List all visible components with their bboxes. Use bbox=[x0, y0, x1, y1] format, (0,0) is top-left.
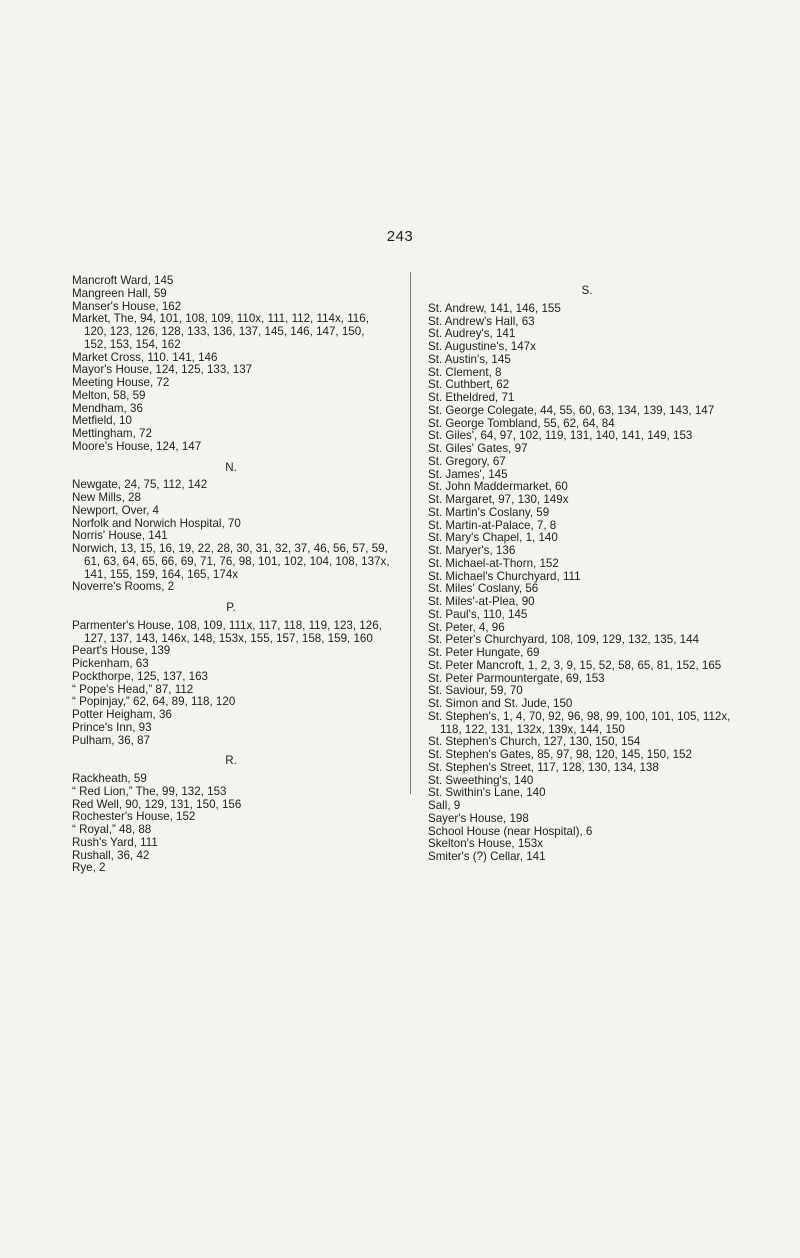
index-entry: Noverre's Rooms, 2 bbox=[72, 580, 175, 594]
index-entry: Manser's House, 162 bbox=[72, 299, 182, 313]
index-entry: Rush's Yard, 111 bbox=[72, 835, 158, 849]
index-entry: Norwich, 13, 15, 16, 19, 22, 28, 30, 31, 32, 37, 46, 56, 57, 59, 61, 63, 64, 65, 66, 69, 71, 76, 98, 101, 102, 104, 108, 137x, 141, 155, 159, 164, 165, 174x bbox=[72, 542, 390, 581]
index-entry: Market, The, 94, 101, 108, 109, 110x, 111, 112, 114x, 116, 120, 123, 126, 128, 133, 136, 137, 145, 146, 147, 150, 152, 153, 154, 162 bbox=[72, 312, 369, 351]
index-entry: Pockthorpe, 125, 137, 163 bbox=[72, 669, 209, 683]
index-entry: Newgate, 24, 75, 112, 142 bbox=[72, 478, 208, 492]
index-entry: Parmenter's House, 108, 109, 111x, 117, 118, 119, 123, 126, 127, 137, 143, 146x, 148, 153x, 155, 157, 158, 159, 160 bbox=[72, 618, 382, 645]
index-entry: Rye, 2 bbox=[72, 861, 106, 875]
index-entry: Norfolk and Norwich Hospital, 70 bbox=[72, 516, 241, 530]
index-entry: Mendham, 36 bbox=[72, 401, 143, 415]
index-entry: St. Stephen's Church, 127, 130, 150, 154 bbox=[428, 735, 641, 749]
index-entry: St. Mary's Chapel, 1, 140 bbox=[428, 531, 558, 545]
index-entry: St. Augustine's, 147x bbox=[428, 340, 536, 353]
index-entry: Mayor's House, 124, 125, 133, 137 bbox=[72, 363, 253, 377]
index-entry: Rackheath, 59 bbox=[72, 772, 147, 785]
index-entry: St. George Tombland, 55, 62, 64, 84 bbox=[428, 416, 615, 430]
index-entry: Sayer's House, 198 bbox=[428, 811, 529, 825]
index-entry: St. Sweething's, 140 bbox=[428, 773, 534, 787]
index-entry: Mangreen Hall, 59 bbox=[72, 286, 167, 300]
index-entry: St. Peter's Churchyard, 108, 109, 129, 132, 135, 144 bbox=[428, 633, 699, 647]
index-entry: St. Miles'-at-Plea, 90 bbox=[428, 595, 535, 608]
index-entry: Red Well, 90, 129, 131, 150, 156 bbox=[72, 797, 242, 811]
index-entry: Melton, 58, 59 bbox=[72, 388, 146, 402]
index-entry: School House (near Hospital), 6 bbox=[428, 824, 593, 838]
index-entry: Metfield, 10 bbox=[72, 414, 132, 428]
page-number: 243 bbox=[386, 228, 414, 245]
index-entry: St. James', 145 bbox=[428, 467, 508, 481]
index-entry: St. Paul's, 110, 145 bbox=[428, 607, 528, 621]
index-entry: St. Austin's, 145 bbox=[428, 352, 511, 366]
index-entry: St. Andrew's Hall, 63 bbox=[428, 314, 535, 328]
index-entry: St. Stephen's Gates, 85, 97, 98, 120, 145, 150, 152 bbox=[428, 748, 692, 761]
index-entry: St. Swithin's Lane, 140 bbox=[428, 786, 546, 800]
index-entry: Potter Heigham, 36 bbox=[72, 708, 172, 721]
index-entry: St. Peter Mancroft, 1, 2, 3, 9, 15, 52, 58, 65, 81, 152, 165 bbox=[428, 658, 722, 672]
index-entry: St. Saviour, 59, 70 bbox=[428, 684, 523, 698]
index-entry: St. George Colegate, 44, 55, 60, 63, 134, 139, 143, 147 bbox=[428, 403, 715, 417]
index-entry: St. Giles' Gates, 97 bbox=[428, 442, 528, 455]
index-entry: Skelton's House, 153x bbox=[428, 837, 543, 851]
index-entry: “ Red Lion,” The, 99, 132, 153 bbox=[72, 784, 227, 798]
index-entry: St. Cuthbert, 62 bbox=[428, 378, 510, 392]
index-entry: Meeting House, 72 bbox=[72, 376, 170, 389]
index-column-left bbox=[72, 275, 390, 875]
index-entry: Pickenham, 63 bbox=[72, 657, 149, 670]
index-entry: Mancroft Ward, 145 bbox=[72, 274, 174, 287]
index-entry: Sall, 9 bbox=[428, 799, 461, 812]
index-entry: St. Michael-at-Thorn, 152 bbox=[428, 556, 559, 570]
section-letter-heading: R. bbox=[225, 754, 237, 768]
index-entry: St. Audrey's, 141 bbox=[428, 327, 516, 341]
index-entry: St. Michael's Churchyard, 111 bbox=[428, 569, 581, 583]
index-entry: St. Simon and St. Jude, 150 bbox=[428, 697, 573, 710]
index-entry: St. Martin's Coslany, 59 bbox=[428, 505, 550, 519]
index-entry: St. Clement, 8 bbox=[428, 365, 502, 379]
index-entry: St. Stephen's Street, 117, 128, 130, 134, 138 bbox=[428, 760, 659, 774]
index-entry: St. Margaret, 97, 130, 149x bbox=[428, 493, 569, 506]
index-entry: Norris' House, 141 bbox=[72, 529, 168, 543]
index-entry: St. Andrew, 141, 146, 155 bbox=[428, 301, 561, 315]
index-entry: Moore's House, 124, 147 bbox=[72, 439, 202, 453]
index-entry: St. Miles' Coslany, 56 bbox=[428, 582, 539, 596]
index-column-right bbox=[428, 275, 746, 864]
index-entry: St. Etheldred, 71 bbox=[428, 391, 515, 404]
index-entry: St. Stephen's, 1, 4, 70, 92, 96, 98, 99, 100, 101, 105, 112x, 118, 122, 131, 132x, 139x, 144, 150 bbox=[428, 709, 731, 736]
section-letter-heading: N. bbox=[225, 460, 237, 474]
section-letter-heading: P. bbox=[226, 601, 236, 614]
index-entry: “ Popinjay,” 62, 64, 89, 118, 120 bbox=[72, 695, 236, 709]
index-entry: St. Peter Parmountergate, 69, 153 bbox=[428, 671, 605, 685]
index-entry: Mettingham, 72 bbox=[72, 427, 152, 440]
index-entry: Market Cross, 110. 141, 146 bbox=[72, 350, 218, 364]
index-entry: St. Giles', 64, 97, 102, 119, 131, 140, 141, 149, 153 bbox=[428, 429, 693, 443]
index-entry: Pulham, 36, 87 bbox=[72, 733, 150, 747]
index-entry: “ Royal,” 48, 88 bbox=[72, 823, 152, 836]
index-entry: St. Peter, 4, 96 bbox=[428, 620, 505, 634]
index-entry: Newport, Over, 4 bbox=[72, 503, 159, 517]
index-entry: “ Pope's Head,” 87, 112 bbox=[72, 682, 194, 696]
index-entry: New Mills, 28 bbox=[72, 491, 141, 504]
index-entry: Rushall, 36, 42 bbox=[72, 848, 150, 862]
index-entry: Prince's Inn, 93 bbox=[72, 720, 152, 734]
index-entry: St. Gregory, 67 bbox=[428, 454, 506, 468]
index-entry: St. Peter Hungate, 69 bbox=[428, 646, 540, 659]
index-entry: St. John Maddermarket, 60 bbox=[428, 480, 568, 494]
index-entry: St. Maryer's, 136 bbox=[428, 544, 516, 557]
index-entry: Smiter's (?) Cellar, 141 bbox=[428, 850, 546, 863]
index-entry: Peart's House, 139 bbox=[72, 644, 171, 658]
section-letter-heading: S. bbox=[581, 284, 593, 297]
column-divider bbox=[410, 272, 411, 794]
index-entry: Rochester's House, 152 bbox=[72, 810, 196, 824]
index-entry: St. Martin-at-Palace, 7, 8 bbox=[428, 518, 557, 532]
